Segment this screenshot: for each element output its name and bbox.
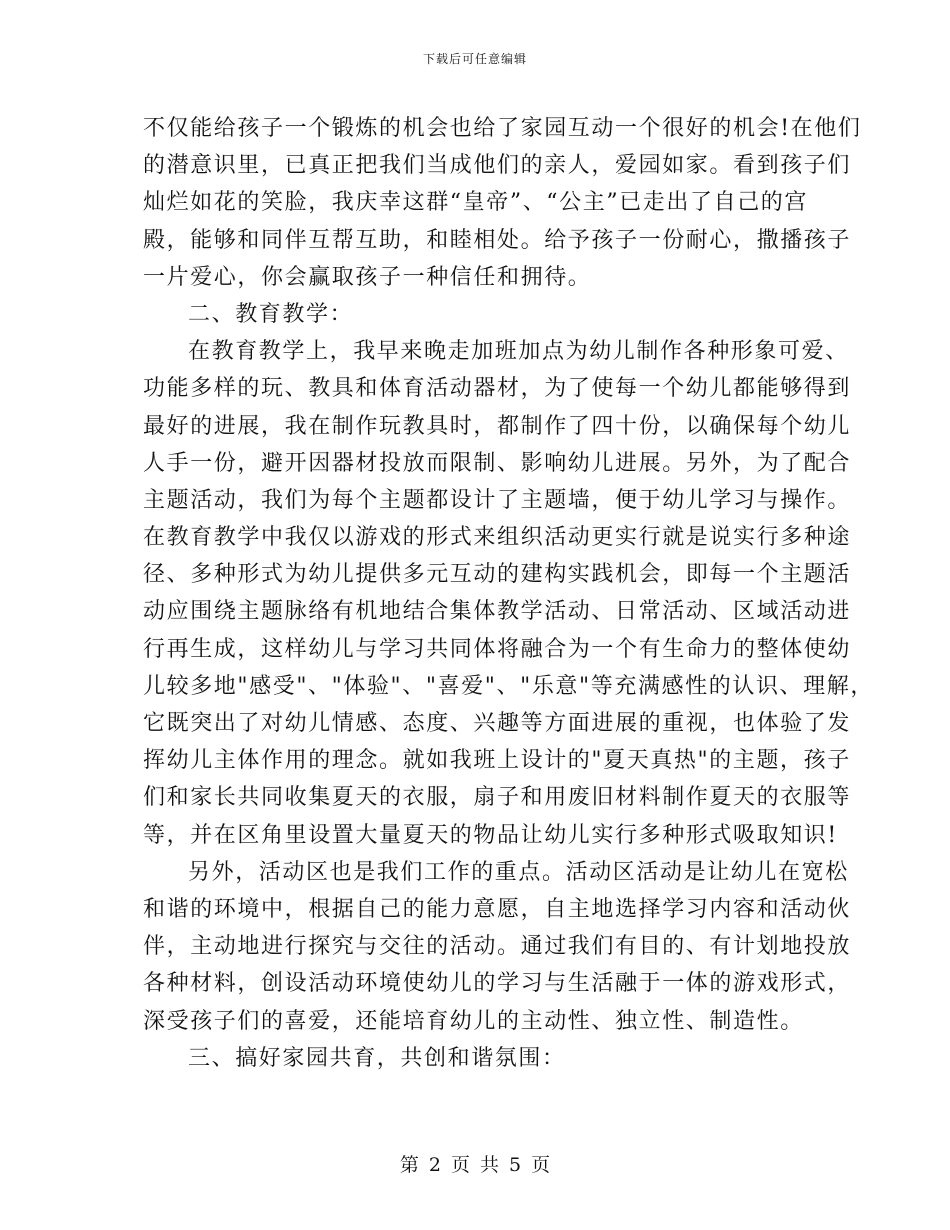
text-line: 儿较多地"感受"、"体验"、"喜爱"、"乐意"等充满感性的认识、理解，	[143, 673, 874, 699]
text-line: 在教育教学上，我早来晚走加班加点为幼儿制作各种形象可爱、	[188, 339, 849, 365]
text-line: 行再生成，这样幼儿与学习共同体将融合为一个有生命力的整体使幼	[143, 636, 852, 662]
text-line: 们和家长共同收集夏天的衣服，扇子和用废旧材料制作夏天的衣服等	[143, 785, 852, 811]
text-line: 最好的进展，我在制作玩教具时，都制作了四十份，以确保每个幼儿	[143, 413, 852, 439]
text-line: 各种材料，创设活动环境使幼儿的学习与生活融于一体的游戏形式，	[143, 971, 852, 997]
page-header: 下载后可任意编辑	[422, 52, 527, 66]
text-line: 深受孩子们的喜爱，还能培育幼儿的主动性、独立性、制造性。	[143, 1008, 804, 1034]
text-line: 等，并在区角里设置大量夏天的物品让幼儿实行多种形式吸取知识!	[143, 822, 838, 848]
text-line: 动应围绕主题脉络有机地结合集体教学活动、日常活动、区域活动进	[143, 599, 852, 625]
section-heading: 三、搞好家园共育，共创和谐氛围：	[188, 1045, 566, 1071]
text-line: 一片爱心，你会赢取孩子一种信任和拥待。	[143, 264, 592, 290]
text-line: 径、多种形式为幼儿提供多元互动的建构实践机会，即每一个主题活	[143, 562, 852, 588]
text-line: 不仅能给孩子一个锻炼的机会也给了家园互动一个很好的机会!在他们	[143, 116, 862, 141]
text-line: 伴，主动地进行探究与交往的活动。通过我们有目的、有计划地投放	[143, 934, 852, 960]
text-line: 挥幼儿主体作用的理念。就如我班上设计的"夏天真热"的主题，孩子	[143, 748, 851, 774]
text-line: 功能多样的玩、教具和体育活动器材，为了使每一个幼儿都能够得到	[143, 376, 852, 402]
text-line: 和谐的环境中，根据自己的能力意愿，自主地选择学习内容和活动伙	[143, 896, 852, 922]
document-body	[143, 110, 874, 1077]
page-footer: 第 2 页 共 5 页	[399, 1154, 551, 1176]
text-line: 它既突出了对幼儿情感、态度、兴趣等方面进展的重视，也体验了发	[143, 711, 852, 736]
text-line: 殿，能够和同伴互帮互助，和睦相处。给予孩子一份耐心，撒播孩子	[143, 227, 852, 253]
text-line: 的潜意识里，已真正把我们当成他们的亲人，爱园如家。看到孩子们	[143, 153, 852, 179]
text-line: 在教育教学中我仅以游戏的形式来组织活动更实行就是说实行多种途	[143, 525, 852, 551]
text-line: 人手一份，避开因器材投放而限制、影响幼儿进展。另外，为了配合	[143, 450, 852, 476]
section-heading: 二、教育教学：	[188, 301, 354, 327]
text-line: 另外，活动区也是我们工作的重点。活动区活动是让幼儿在宽松	[188, 859, 849, 885]
text-line: 灿烂如花的笑脸，我庆幸这群“皇帝”、“公主”已走出了自己的宫	[143, 190, 808, 216]
text-line: 主题活动，我们为每个主题都设计了主题墙，便于幼儿学习与操作。	[143, 487, 852, 513]
